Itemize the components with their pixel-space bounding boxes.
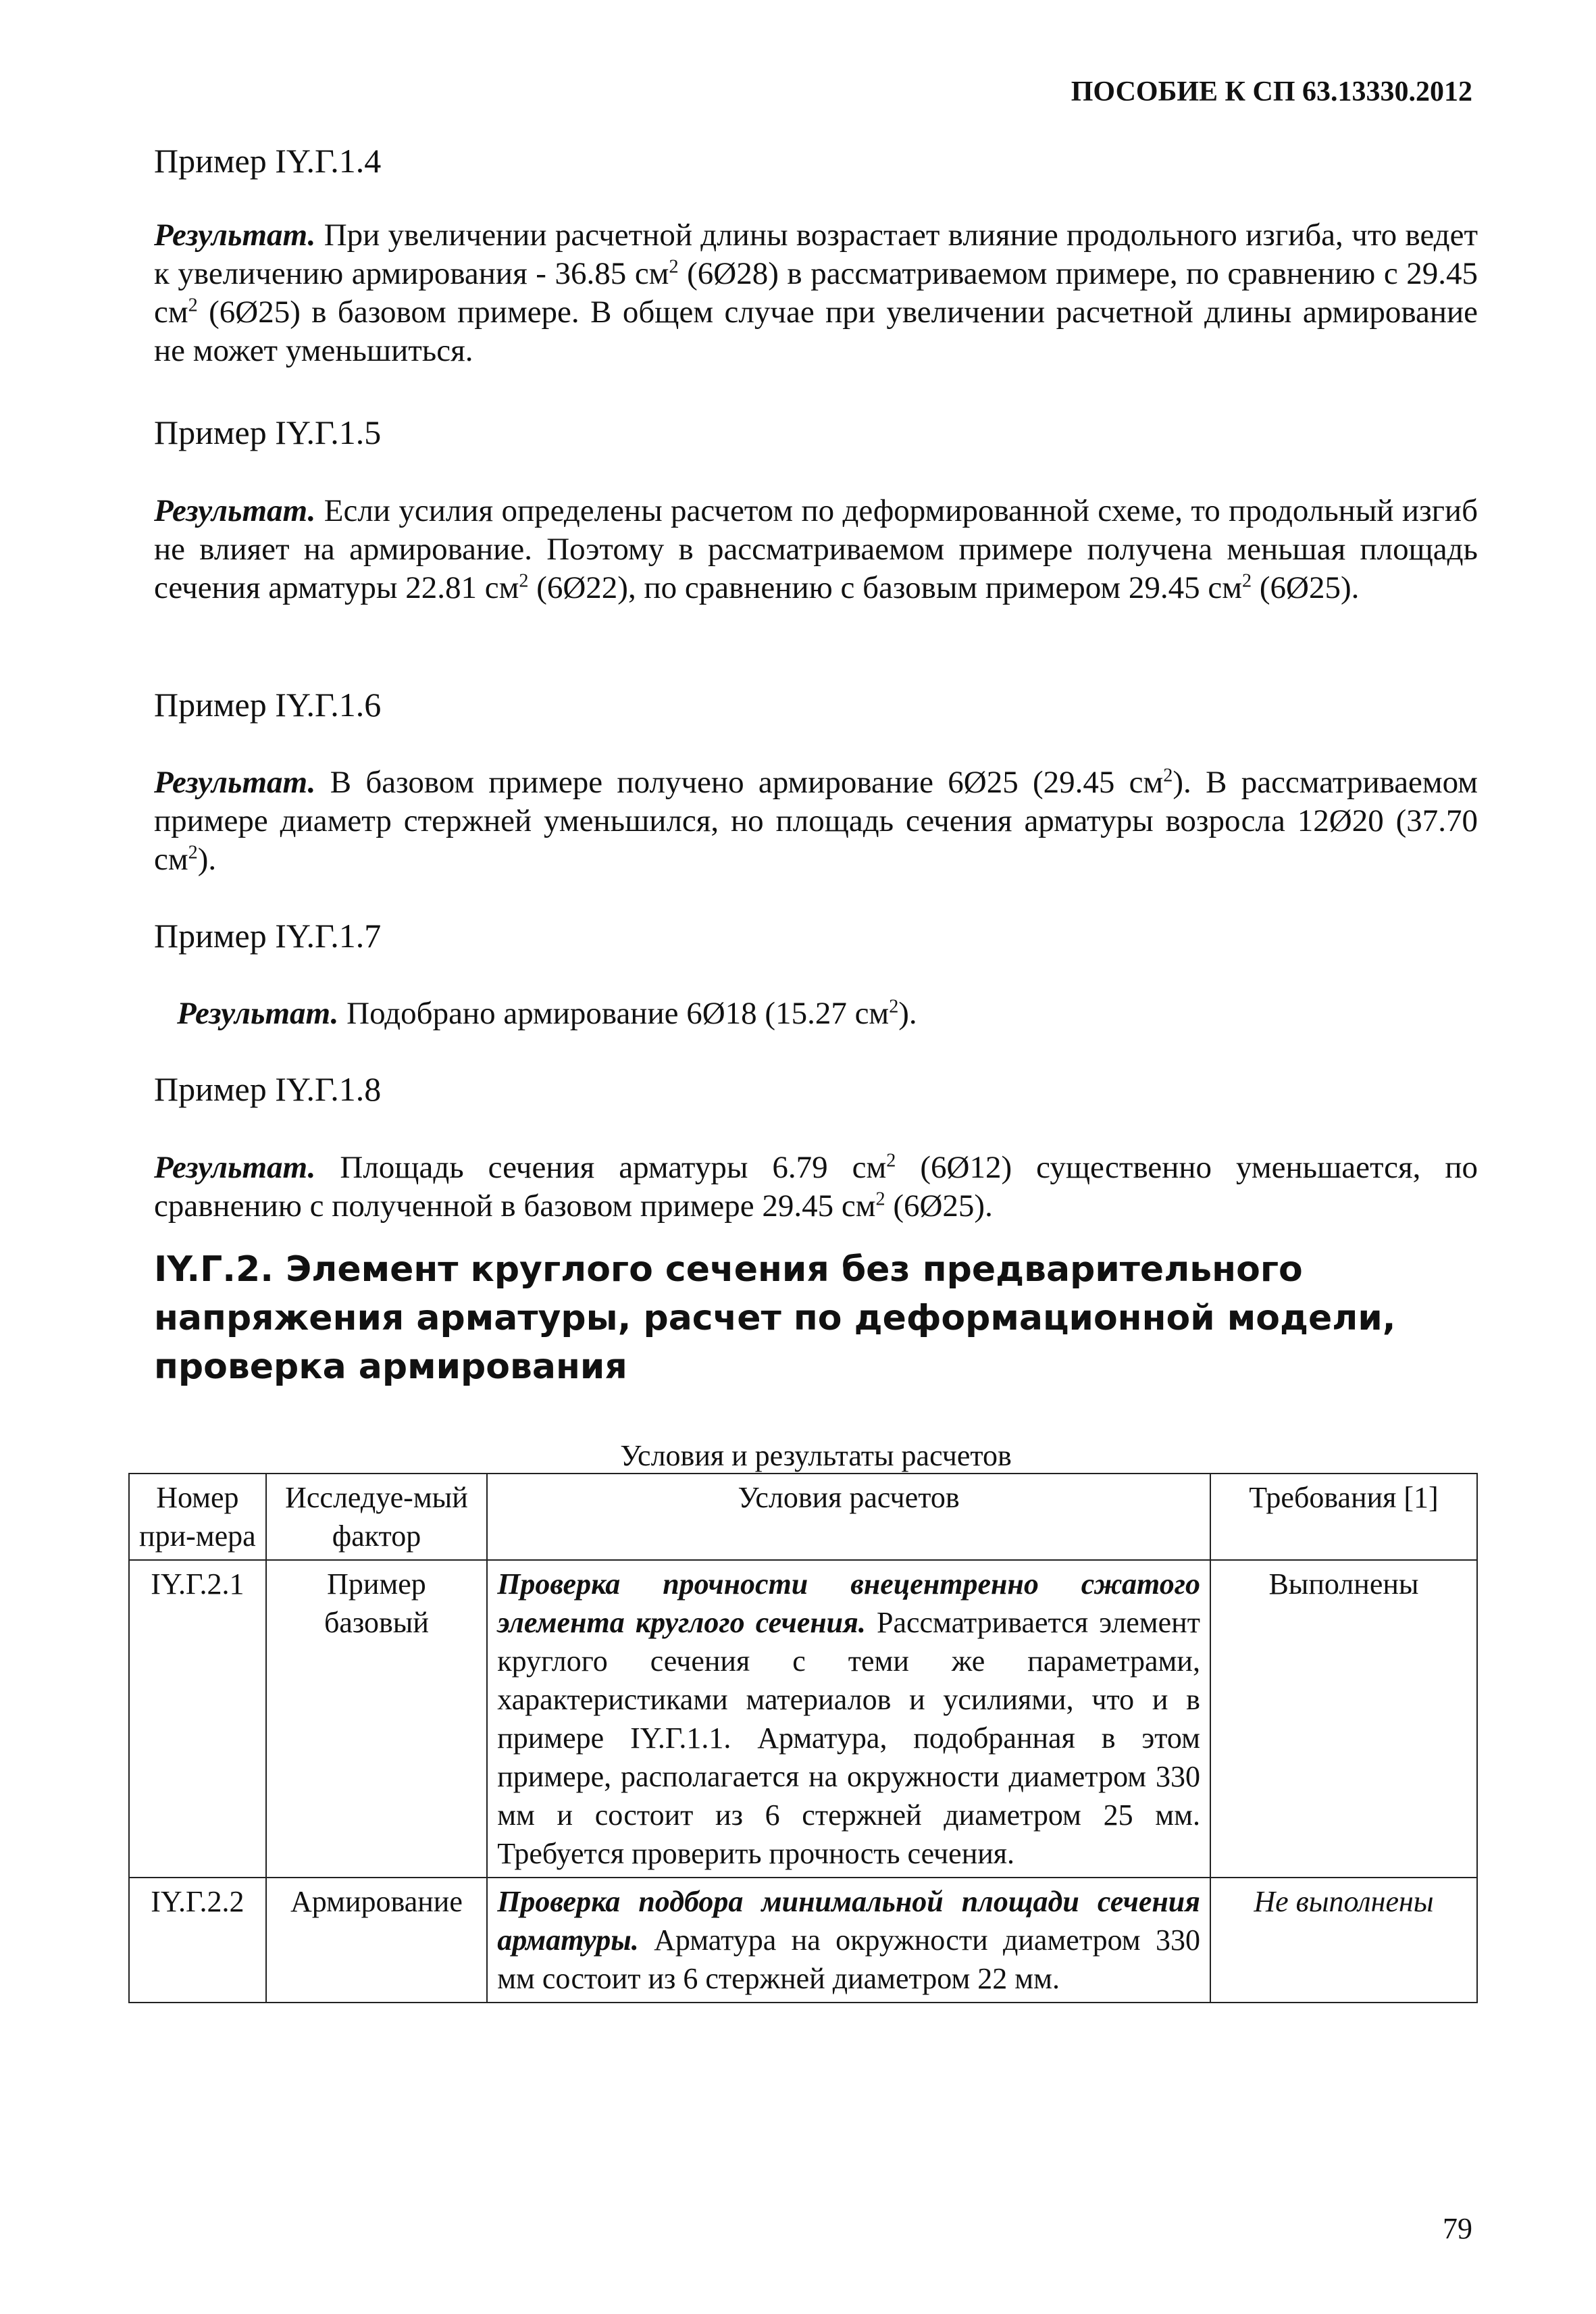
header-requirements: Требования [1] xyxy=(1210,1474,1477,1560)
example-title: Пример IY.Г.1.7 xyxy=(154,917,382,955)
cell-conditions xyxy=(487,1560,1210,1878)
cell-conditions xyxy=(487,1878,1210,2003)
result-text: В базовом примере получено армирование 6Ø25 (29.45 $см^2$). В рассматриваемом примере диаметр стержней уменьшился, но площадь сечения арматуры возросла 12Ø20 (37.70 $см^2$). xyxy=(154,765,1478,877)
cell-requirement: Не выполнены xyxy=(1210,1878,1477,2003)
conditions-lead: Проверка подбора минимальной площади сечения арматуры. xyxy=(497,1885,1200,1957)
example-result xyxy=(154,1149,1478,1226)
example-title: Пример IY.Г.1.8 xyxy=(154,1070,382,1108)
section-heading: IY.Г.2. Элемент круглого сечения без предварительного напряжения арматуры, расчет по деформационной модели, проверка армирования xyxy=(154,1249,1396,1387)
result-label: Результат. xyxy=(154,493,316,528)
result-label: Результат. xyxy=(154,218,316,253)
header-number: Номер при-мера xyxy=(129,1474,266,1560)
result-label: Результат. xyxy=(177,996,339,1031)
page-number: 79 xyxy=(1443,2212,1472,2245)
cell-number: IY.Г.2.1 xyxy=(129,1560,266,1878)
example-result xyxy=(154,492,1478,607)
result-text: Если усилия определены расчетом по деформированной схеме, то продольный изгиб не влияет на армирование. Поэтому в рассматриваемом примере получена меньшая площадь сечения арматуры 22.81 $см^2$ (6Ø22), по сравнению с базовым примером 29.45 $см^2$ (6Ø25). xyxy=(154,493,1478,605)
result-text: Подобрано армирование 6Ø18 (15.27 $см^2$). xyxy=(338,996,917,1031)
header-conditions: Условия расчетов xyxy=(487,1474,1210,1560)
cell-factor: Пример базовый xyxy=(266,1560,487,1878)
cell-number: IY.Г.2.2 xyxy=(129,1878,266,2003)
table-row xyxy=(129,1878,1477,2003)
example-result xyxy=(177,995,1478,1033)
example-result xyxy=(154,216,1478,370)
example-title: Пример IY.Г.1.6 xyxy=(154,686,382,724)
conditions-lead: Проверка прочности внецентренно сжатого элемента круглого сечения. xyxy=(497,1567,1200,1639)
result-text: При увеличении расчетной длины возрастает влияние продольного изгиба, что ведет к увеличению армирования - 36.85 $см^2$ (6Ø28) в рассматриваемом примере, по сравнению с 29.45 $см^2$ (6Ø25) в базовом примере. В общем случае при увеличении расчетной длины армирование не может уменьшиться. xyxy=(154,218,1478,368)
result-text: Площадь сечения арматуры 6.79 $см^2$ (6Ø12) существенно уменьшается, по сравнению с полученной в базовом примере 29.45 $см^2$ (6Ø25). xyxy=(154,1150,1478,1224)
result-label: Результат. xyxy=(154,765,316,800)
header-factor: Исследуе-мый фактор xyxy=(266,1474,487,1560)
conditions-text: Арматура на окружности диаметром 330 мм состоит из 6 стержней диаметром 22 мм. xyxy=(497,1923,1200,1995)
results-table xyxy=(128,1473,1478,2003)
table-header-row xyxy=(129,1474,1477,1560)
cell-requirement: Выполнены xyxy=(1210,1560,1477,1878)
example-result xyxy=(154,763,1478,879)
document-header: ПОСОБИЕ К СП 63.13330.2012 xyxy=(1071,76,1472,107)
table-row xyxy=(129,1560,1477,1878)
result-label: Результат. xyxy=(154,1150,316,1185)
example-title: Пример IY.Г.1.5 xyxy=(154,413,382,451)
table-caption: Условия и результаты расчетов xyxy=(620,1439,1012,1472)
cell-factor: Армирование xyxy=(266,1878,487,2003)
conditions-text: Рассматривается элемент круглого сечения с теми же параметрами, характеристиками материалов и усилиями, что и в примере IY.Г.1.1. Арматура, подобранная в этом примере, располагается на окружности диаметром 330 мм и состоит из 6 стержней диаметром 25 мм. Требуется проверить прочность сечения. xyxy=(497,1606,1200,1870)
example-title: Пример IY.Г.1.4 xyxy=(154,142,382,180)
